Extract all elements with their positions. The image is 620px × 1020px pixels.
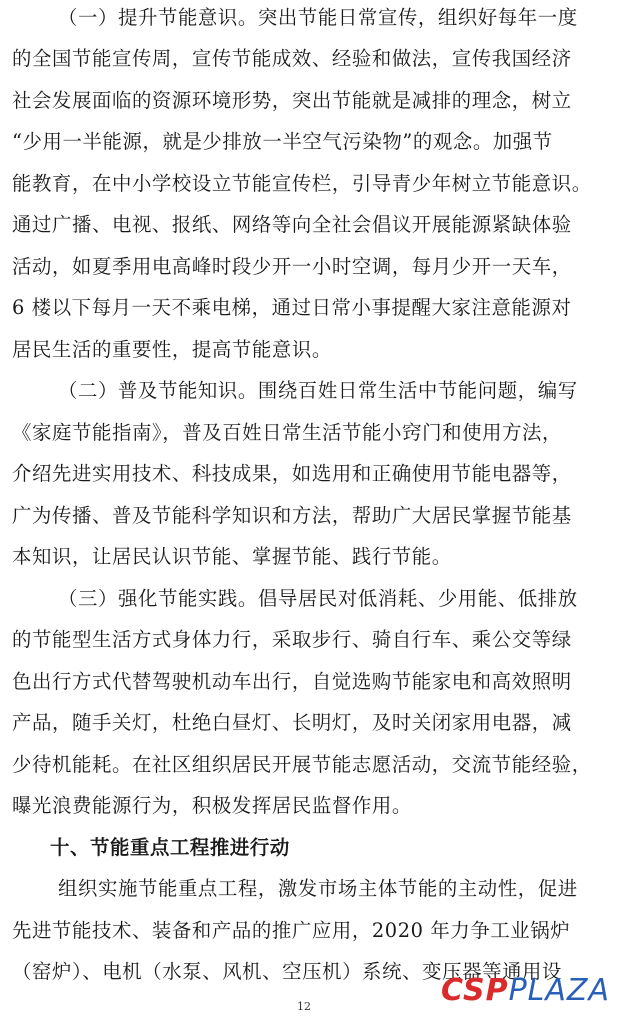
paragraph-1-line-7: 活动，如夏季用电高峰时段少开一小时空调，每月少开一天车，: [12, 255, 572, 278]
paragraph-3-line-3: 色出行方式代替驾驶机动车出行，自觉选购节能家电和高效照明: [12, 670, 572, 693]
paragraph-1-line-4: “少用一半能源，就是少排放一半空气污染物”的观念。加强节: [12, 130, 553, 153]
paragraph-4-line-3: （窑炉）、电机（水泵、风机、空压机）系统、变压器等通用设: [12, 960, 563, 983]
paragraph-3-line-2: 的节能型生活方式身体力行，采取步行、骑自行车、乘公交等绿: [12, 628, 572, 651]
paragraph-1-line-8: 6 楼以下每月一天不乘电梯，通过日常小事提醒大家注意能源对: [12, 296, 572, 319]
paragraph-1-line-6: 通过广播、电视、报纸、网络等向全社会倡议开展能源紧缺体验: [12, 213, 572, 236]
paragraph-1-line-1: （一）提升节能意识。突出节能日常宣传，组织好每年一度: [58, 6, 578, 29]
watermark-part-b: PLAZA: [508, 973, 610, 1008]
paragraph-1-line-3: 社会发展面临的资源环境形势，突出节能就是减排的理念，树立: [12, 89, 572, 112]
paragraph-2-line-5: 本知识，让居民认识节能、掌握节能、践行节能。: [12, 545, 452, 568]
paragraph-2-line-2: 《家庭节能指南》，普及百姓日常生活节能小窍门和使用方法，: [12, 421, 563, 444]
paragraph-3-line-6: 曝光浪费能源行为，积极发挥居民监督作用。: [12, 794, 412, 817]
paragraph-3-line-5: 少待机能耗。在社区组织居民开展节能志愿活动，交流节能经验，: [12, 753, 592, 776]
paragraph-1-line-9: 居民生活的重要性，提高节能意识。: [12, 338, 332, 361]
paragraph-4-line-1: 组织实施节能重点工程，激发市场主体节能的主动性，促进: [58, 877, 578, 900]
paragraph-3-line-4: 产品，随手关灯，杜绝白昼灯、长明灯，及时关闭家用电器，减: [12, 711, 572, 734]
watermark-part-a: CSP: [441, 973, 509, 1008]
paragraph-1-line-5: 能教育，在中小学校设立节能宣传栏，引导青少年树立节能意识。: [12, 172, 592, 195]
section-heading: 十、节能重点工程推进行动: [50, 836, 290, 859]
paragraph-2-line-3: 介绍先进实用技术、科技成果，如选用和正确使用节能电器等，: [12, 462, 572, 485]
paragraph-2-line-1: （二）普及节能知识。围绕百姓日常生活中节能问题，编写: [58, 379, 578, 402]
paragraph-3-line-1: （三）强化节能实践。倡导居民对低消耗、少用能、低排放: [58, 587, 578, 610]
paragraph-1-line-2: 的全国节能宣传周，宣传节能成效、经验和做法，宣传我国经济: [12, 47, 572, 70]
paragraph-2-line-4: 广为传播、普及节能科学知识和方法，帮助广大居民掌握节能基: [12, 504, 572, 527]
paragraph-4-line-2: 先进节能技术、装备和产品的推广应用，2020 年力争工业锅炉: [12, 919, 571, 942]
watermark-logo: [441, 973, 610, 1008]
page-number: 12: [297, 1000, 311, 1013]
